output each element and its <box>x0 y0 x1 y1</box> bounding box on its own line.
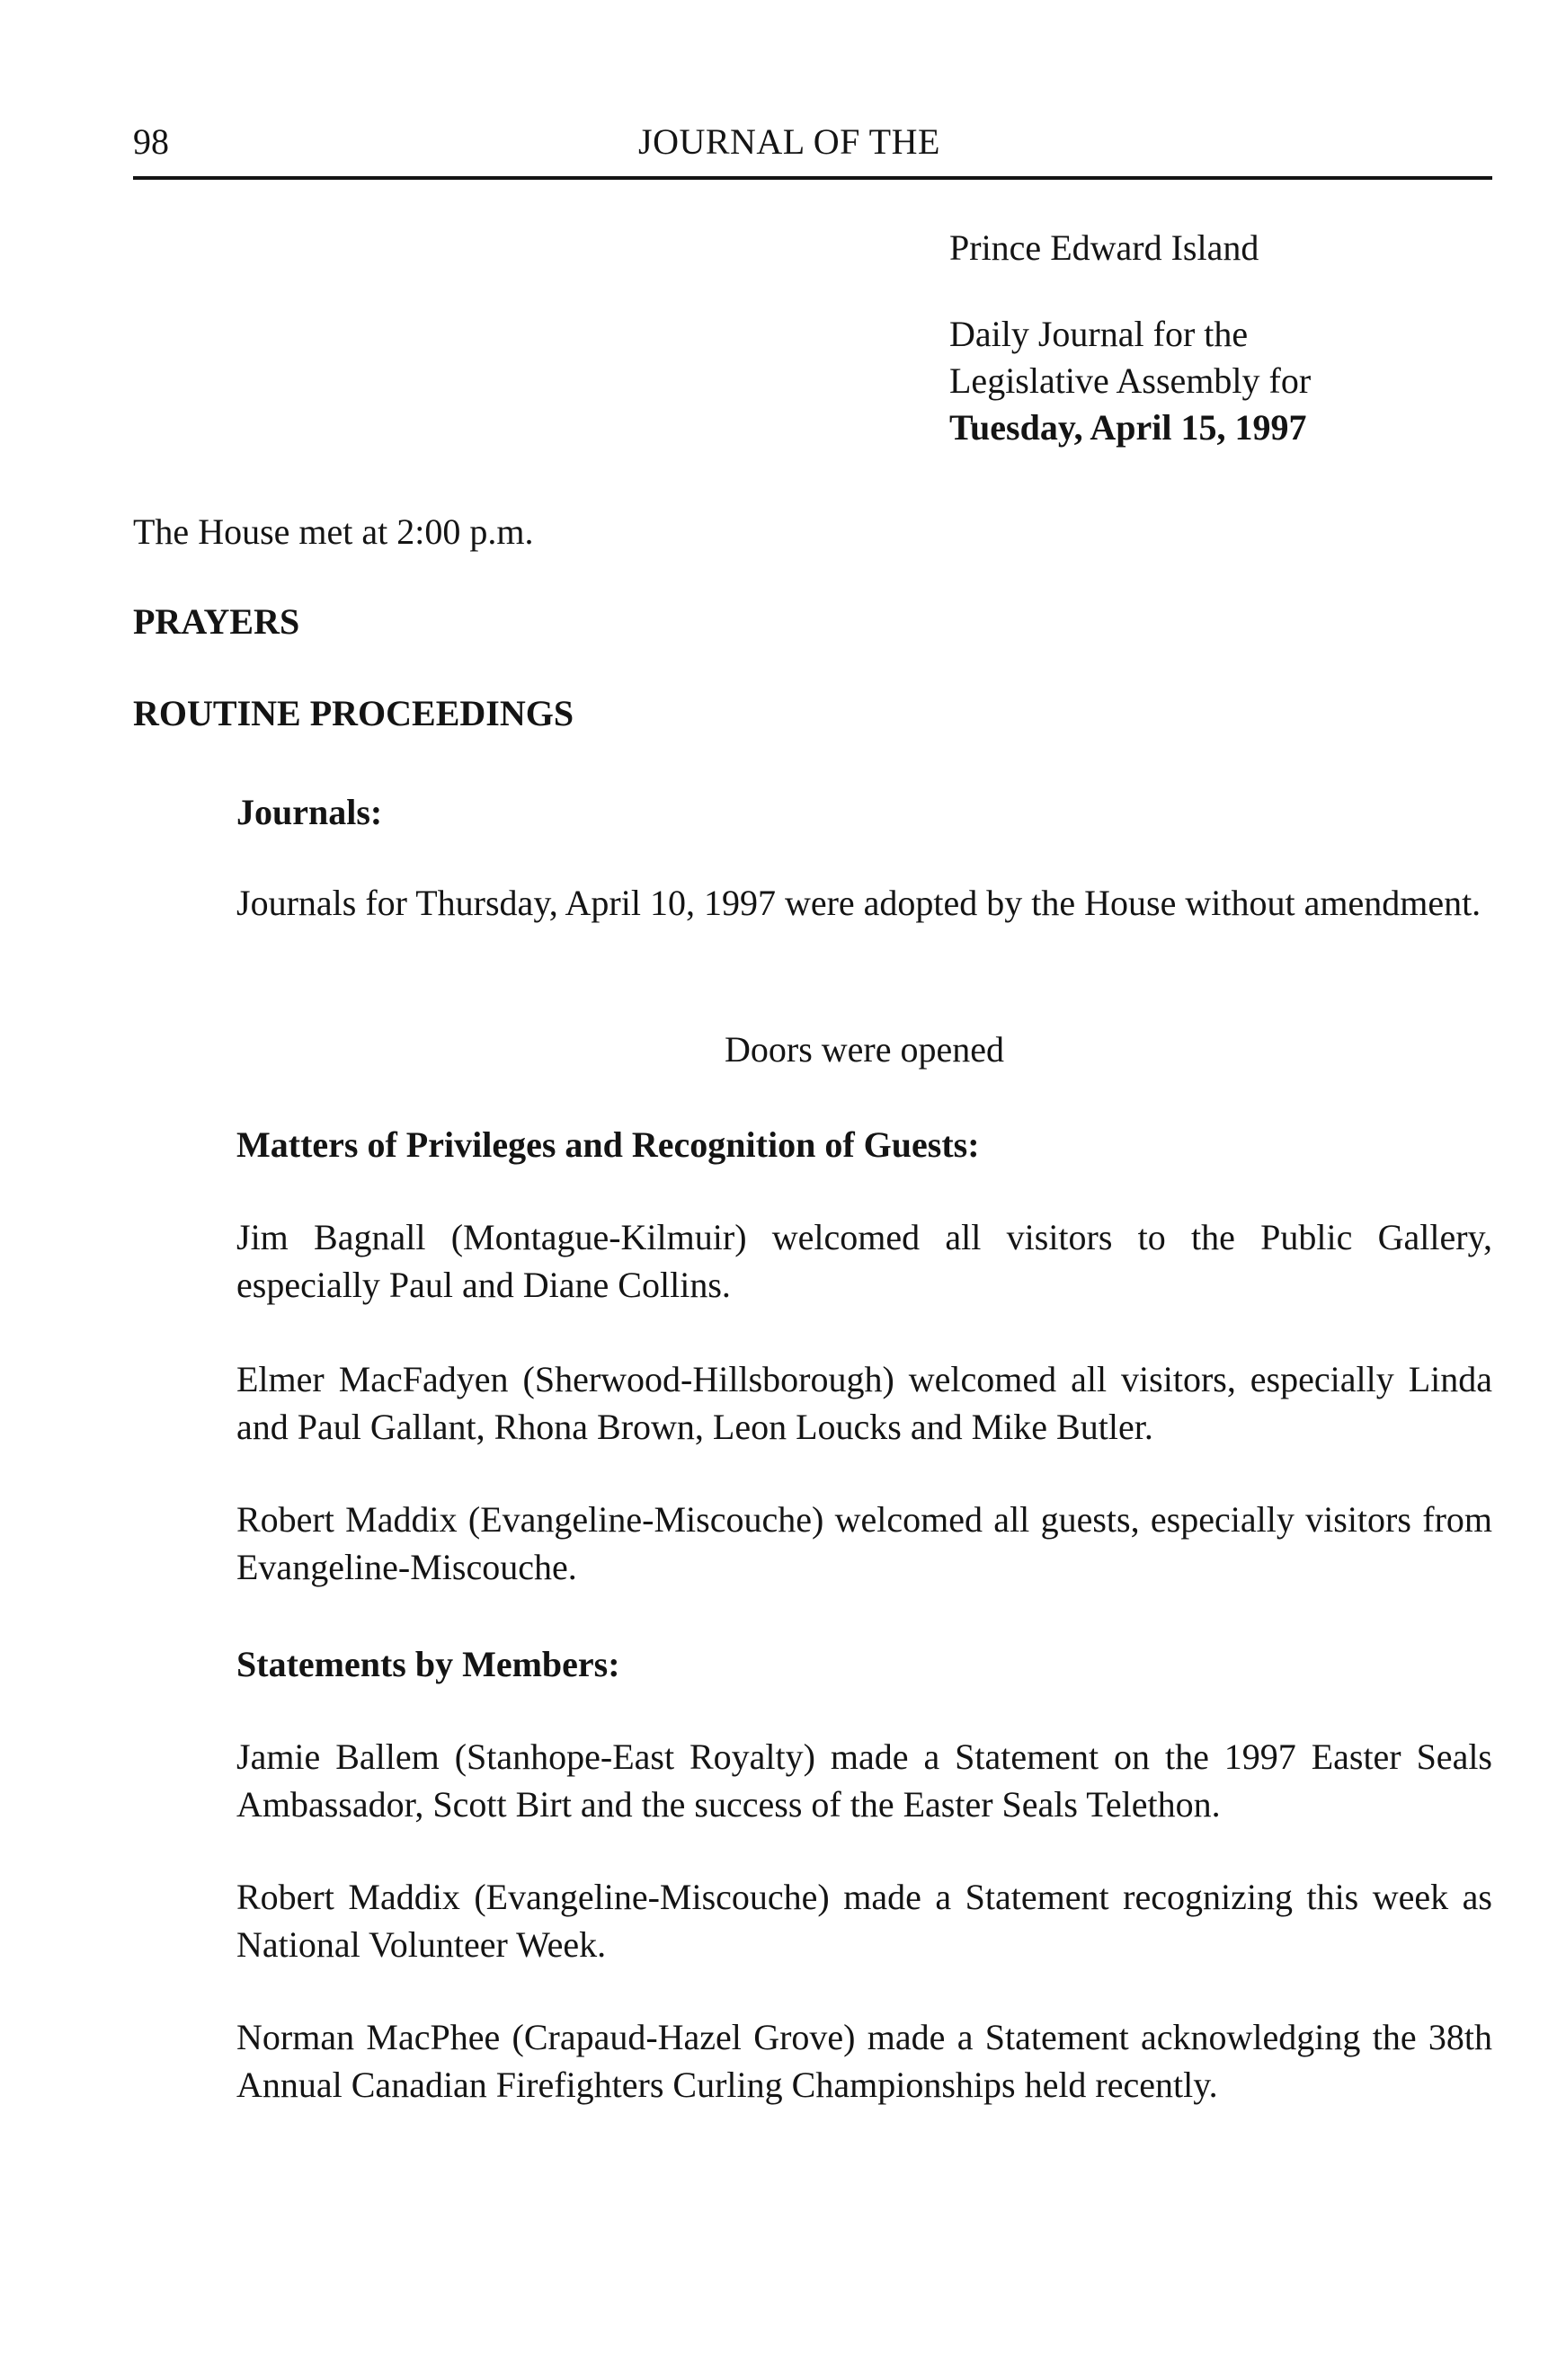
page-number: 98 <box>133 121 169 162</box>
journal-date: Tuesday, April 15, 1997 <box>949 407 1307 448</box>
privileges-paragraph-2: Elmer MacFadyen (Sherwood-Hillsborough) welcomed all visitors, especially Linda and Paul Gallant, Rhona Brown, Leon Loucks and Mike Butler. <box>236 1359 1492 1447</box>
doors-note: Doors were opened <box>725 1029 1004 1070</box>
running-head: JOURNAL OF THE <box>638 121 940 162</box>
routine-proceedings-heading: ROUTINE PROCEEDINGS <box>133 693 574 733</box>
privileges-paragraph-3: Robert Maddix (Evangeline-Miscouche) welcomed all guests, especially visitors from Evangeline-Miscouche. <box>236 1499 1492 1587</box>
journals-paragraph: Journals for Thursday, April 10, 1997 were adopted by the House without amendment. <box>236 883 1481 923</box>
journals-heading: Journals: <box>236 792 383 832</box>
privileges-paragraph-1: Jim Bagnall (Montague-Kilmuir) welcomed all visitors to the Public Gallery, especially Paul and Diane Collins. <box>236 1217 1492 1305</box>
journal-meta <box>949 225 1311 451</box>
journal-place: Prince Edward Island <box>949 227 1259 268</box>
journal-meta-line-1: Daily Journal for the <box>949 314 1249 354</box>
opening-line: The House met at 2:00 p.m. <box>133 511 534 552</box>
statements-paragraph-3: Norman MacPhee (Crapaud-Hazel Grove) made a Statement acknowledging the 38th Annual Canadian Firefighters Curling Championships held recently. <box>236 2017 1492 2105</box>
statements-paragraph-2: Robert Maddix (Evangeline-Miscouche) made a Statement recognizing this week as National Volunteer Week. <box>236 1877 1492 1965</box>
statements-heading: Statements by Members: <box>236 1644 620 1684</box>
journal-meta-line-2: Legislative Assembly for <box>949 360 1312 401</box>
prayers-heading: PRAYERS <box>133 601 300 642</box>
statements-paragraph-1: Jamie Ballem (Stanhope-East Royalty) made a Statement on the 1997 Easter Seals Ambassador, Scott Birt and the success of the Easter Seals Telethon. <box>236 1736 1492 1825</box>
header-rule <box>133 176 1492 180</box>
privileges-heading: Matters of Privileges and Recognition of Guests: <box>236 1124 980 1165</box>
